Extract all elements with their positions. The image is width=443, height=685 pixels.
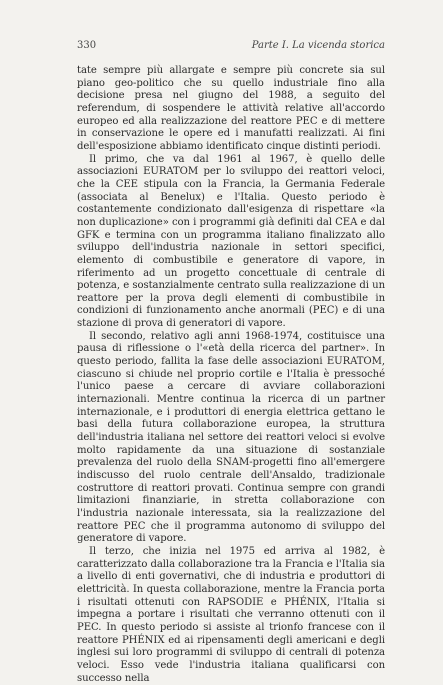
page-number: 330: [77, 40, 97, 51]
paragraph-1: tate sempre più allargate e sempre più concrete sia sul piano geo-politico che su quello industriale fino alla decisione presa nel giugno del 1988, a seguito del referendum, di sospendere le attività relative all'accordo europeo ed alla realizzazione del reattore PEC e di mettere in conservazione le opere ed i manufatti realizzati. Ai fini dell'esposizione abbiamo identificato cinque distinti periodi.: [77, 65, 385, 152]
paragraph-2: Il primo, che va dal 1961 al 1967, è quello delle associazioni EURATOM per lo sviluppo dei reattori veloci, che la CEE stipula con la Francia, la Germania Federale (associata al Benelux) e l'Italia. Questo periodo è costantemente condizionato dall'esigenza di rispettare «la non duplicazione» con i programmi già definiti dal CEA e dal GFK e termina con un programma italiano finalizzato allo sviluppo dell'industria nazionale in settori specifici, elemento di combustibile e generatore di vapore, in riferimento ad un progetto concettuale di centrale di potenza, e sostanzialmente centrato sulla realizzazione di un reattore per la prova degli elementi di combustibile in condizioni di funzionamento anche anormali (PEC) e di una stazione di prova di generatori di vapore.: [77, 153, 385, 330]
paragraph-3: Il secondo, relativo agli anni 1968-1974, costituisce una pausa di riflessione o l'«età della ricerca del partner». In questo periodo, fallita la fase delle associazioni EURATOM, ciascuno si chiude nel proprio cortile e l'Italia è pressoché l'unico paese a cercare di avviare collaborazioni internazionali. Mentre continua la ricerca di un partner internazionale, e i produttori di energia elettrica gettano le basi della futura collaborazione europea, la struttura dell'industria italiana nel settore dei reattori veloci si evolve molto rapidamente da una situazione di sostanziale prevalenza del ruolo della SNAM-progetti fino all'emergere indiscusso del ruolo centrale dell'Ansaldo, tradizionale costruttore di reattori provati. Continua sempre con grandi limitazioni finanziarie, in stretta collaborazione con l'industria nazionale interessata, sia la realizzazione del reattore PEC che il programma autonomo di sviluppo del generatore di vapore.: [77, 330, 385, 545]
page-header: [77, 40, 385, 54]
paragraph-4: Il terzo, che inizia nel 1975 ed arriva al 1982, è caratterizzato dalla collaborazione tra la Francia e l'Italia sia a livello di enti governativi, che di industria e produttori di elettricità. In questa collaborazione, mentre la Francia porta i risultati ottenuti con RAPSODIE e PHÉNIX, l'Italia si impegna a portare i risultati che verranno ottenuti con il PEC. In questo periodo si assiste al trionfo francese con il reattore PHÉNIX ed ai ripensamenti degli americani e degli inglesi sui loro programmi di sviluppo di centrali di potenza veloci. Esso vede l'industria italiana qualificarsi con successo nella: [77, 545, 385, 684]
running-head: Parte I. La vicenda storica: [251, 40, 385, 51]
body-text: [77, 65, 385, 685]
